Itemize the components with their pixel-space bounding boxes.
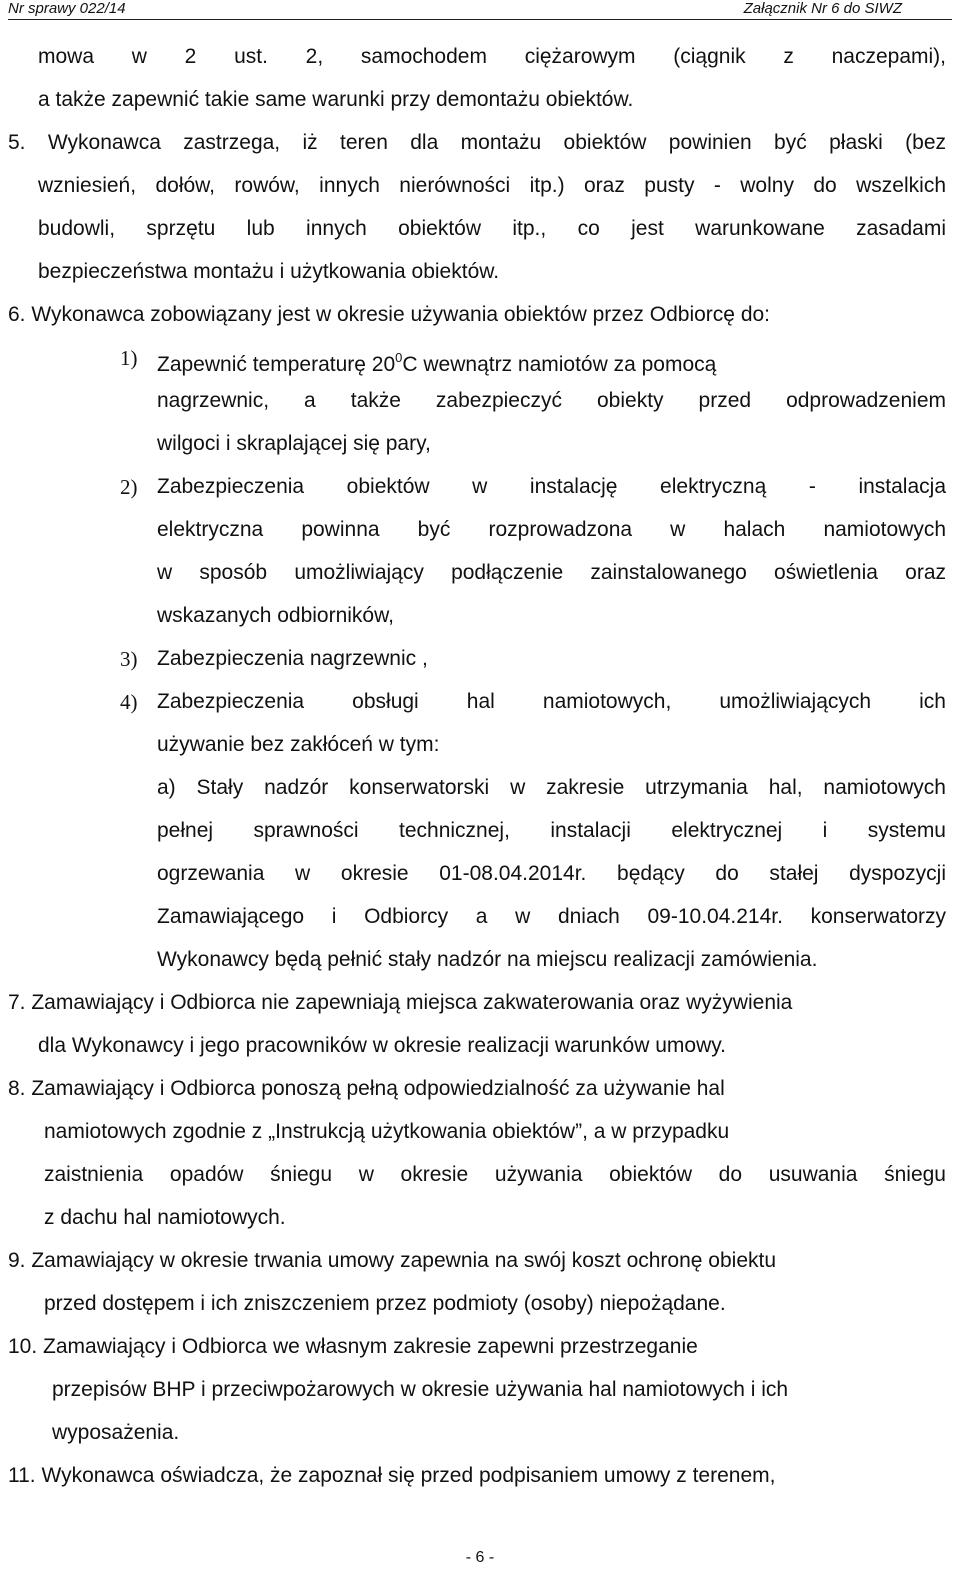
page-number: - 6 - — [465, 1549, 495, 1566]
text-line: z dachu hal namiotowych. — [44, 1206, 286, 1229]
text-line: pełnej sprawności technicznej, instalacji elektrycznej i systemu — [157, 819, 946, 842]
text-line: elektryczna powinna być rozprowadzona w halach namiotowych — [157, 518, 946, 541]
text-line: używanie bez zakłóceń w tym: — [157, 733, 440, 756]
text-line: bezpieczeństwa montażu i użytkowania obiektów. — [38, 260, 500, 283]
paragraph-7-start: 7. Zamawiający i Odbiorca nie zapewniają miejsca zakwaterowania oraz wyżywienia — [8, 991, 793, 1014]
text-line: w sposób umożliwiający podłączenie zainstalowanego oświetlenia oraz — [157, 561, 946, 584]
text-line: Zamawiającego i Odbiorcy a w dniach 09-10.04.214r. konserwatorzy — [157, 905, 946, 928]
paragraph-6-start: 6. Wykonawca zobowiązany jest w okresie używania obiektów przez Odbiorcę do: — [8, 303, 771, 326]
header-divider — [8, 19, 952, 20]
list-number: 1) — [120, 346, 138, 370]
text-line: przepisów BHP i przeciwpożarowych w okresie używania hal namiotowych i ich — [52, 1378, 789, 1401]
text-line: zaistnienia opadów śniegu w okresie używania obiektów do usuwania śniegu — [44, 1163, 946, 1186]
text-line: wskazanych odbiorników, — [157, 604, 394, 627]
text-line: wzniesień, dołów, rowów, innych nierówności itp.) oraz pusty - wolny do wszelkich — [38, 174, 946, 197]
text-line: Zabezpieczenia obiektów w instalację elektryczną - instalacja — [157, 475, 946, 498]
paragraph-8-start: 8. Zamawiający i Odbiorca ponoszą pełną odpowiedzialność za używanie hal — [8, 1077, 725, 1100]
text-line: ogrzewania w okresie 01-08.04.2014r. będący do stałej dyspozycji — [157, 862, 946, 885]
list-number: 3) — [120, 647, 138, 671]
attachment-label: Załącznik Nr 6 do SIWZ — [743, 0, 902, 17]
paragraph-5-start: 5. Wykonawca zastrzega, iż teren dla montażu obiektów powinien być płaski (bez — [8, 131, 946, 154]
text-segment: Zapewnić temperaturę $20^0C$ wewnątrz namiotów za pomocą — [157, 350, 717, 376]
paragraph-11-start: 11. Wykonawca oświadcza, że zapoznał się przed podpisaniem umowy z terenem, — [8, 1464, 776, 1487]
paragraph-10-start: 10. Zamawiający i Odbiorca we własnym zakresie zapewni przestrzeganie — [8, 1335, 698, 1358]
list-number: 2) — [120, 475, 138, 499]
text-line: wyposażenia. — [52, 1421, 180, 1444]
text-line: nagrzewnic, a także zabezpieczyć obiekty przed odprowadzeniem — [157, 389, 946, 412]
text-line: przed dostępem i ich zniszczeniem przez podmioty (osoby) niepożądane. — [44, 1292, 726, 1315]
text-line: a) Stały nadzór konserwatorski w zakresie utrzymania hal, namiotowych — [157, 776, 946, 799]
text-line: Zabezpieczenia nagrzewnic , — [157, 647, 428, 670]
case-number: Nr sprawy 022/14 — [8, 0, 126, 17]
text-line: budowli, sprzętu lub innych obiektów itp., co jest warunkowane zasadami — [38, 217, 946, 240]
text-line: a także zapewnić takie same warunki przy demontażu obiektów. — [38, 88, 634, 111]
paragraph-9-start: 9. Zamawiający w okresie trwania umowy zapewnia na swój koszt ochronę obiektu — [8, 1249, 777, 1272]
text-line: Zabezpieczenia obsługi hal namiotowych, umożliwiających ich — [157, 690, 946, 713]
text-line: Wykonawcy będą pełnić stały nadzór na miejscu realizacji zamówienia. — [157, 948, 818, 971]
text-line — [157, 345, 946, 378]
list-number: 4) — [120, 690, 138, 714]
text-line: namiotowych zgodnie z „Instrukcją użytkowania obiektów”, a w przypadku — [44, 1120, 730, 1143]
text-line: dla Wykonawcy i jego pracowników w okresie realizacji warunków umowy. — [38, 1034, 727, 1057]
text-line: wilgoci i skraplającej się pary, — [157, 432, 431, 455]
text-line: mowa w 2 ust. 2, samochodem ciężarowym (ciągnik z naczepami), — [38, 45, 946, 68]
